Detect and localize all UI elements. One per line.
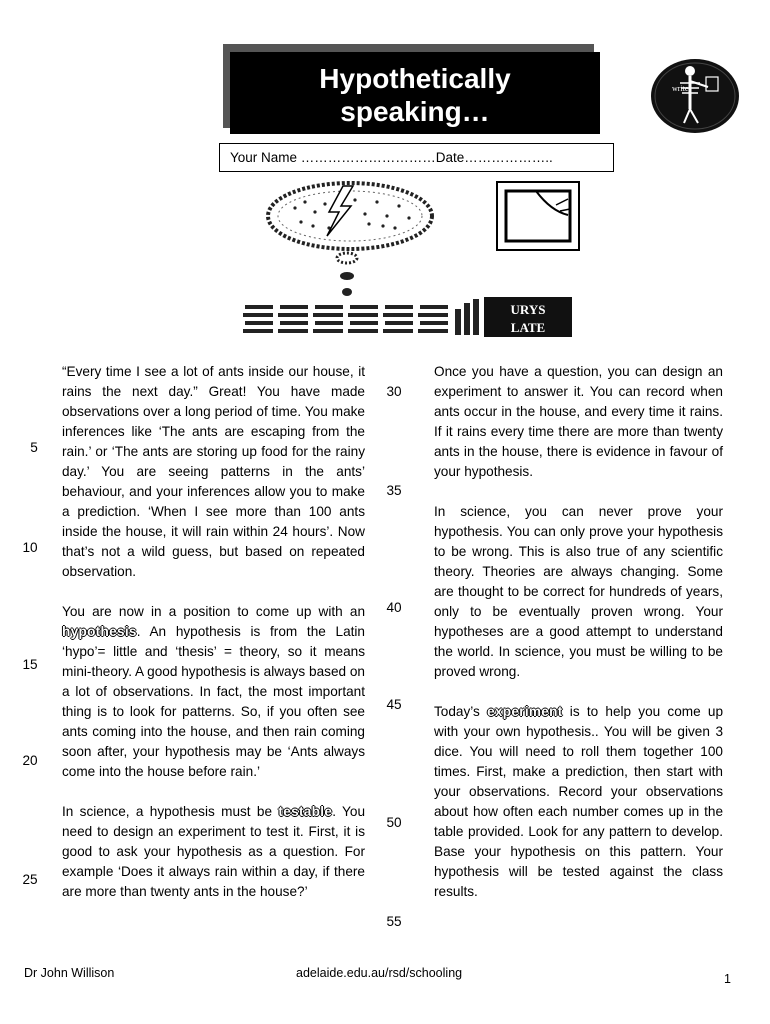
paragraph-never-prove: In science, you can never prove your hypothesis. You can only prove your hypothesis to be wrong. This is also true of any scientific theory. Theories are always changing. Some are thought to be correct for hundreds of years, only to be eventually proven wrong. Your hypotheses are a good attempt to understand the world. In science, you must be willing to be proved wrong. bbox=[434, 504, 723, 679]
thought-bubble-illustration bbox=[265, 178, 440, 303]
line-number: 50 bbox=[386, 815, 402, 830]
line-number: 20 bbox=[22, 753, 38, 768]
page-number: 1 bbox=[724, 972, 731, 986]
logo-letters: write bbox=[672, 84, 689, 93]
paragraph-observations: “Every time I see a lot of ants inside our house, it rains the next day.” Great! You have made observations over a long period of time. You make inferences like ‘The ants are escaping from the rain.’ or ‘The ants are storing up food for the rainy day.’ You are seeing patterns in the ants’ behaviour, and your inferences allow you to make a prediction. ‘When I see more than 100 ants inside the house, it will rain within 24 hours’. Now that’s not a wild guess, but based on repeated observation. bbox=[62, 364, 365, 579]
paragraph-design-experiment: Once you have a question, you can design an experiment to answer it. You can record when ants occur in the house, and every time it rains. If it rains every time there are more than twenty ants in the house, there is evidence in favour of your hypothesis. bbox=[434, 364, 723, 479]
left-column bbox=[62, 362, 365, 902]
window-picture bbox=[496, 181, 580, 251]
paragraph-testable: In science, a hypothesis must be testable. You need to design an experiment to test it. First, it is good to ask your hypothesis as a question. For example ‘Does it always rain within a day, if there are more than twenty ants in the house?’ bbox=[62, 804, 366, 899]
paragraph-todays-experiment: Today’s experiment is to help you come up with your own hypothesis.. You will be given 3 dice. You will need to roll them together 100 times. First, make a prediction, then start with your observations. Record your observations about how often each number comes up in the table provided. Look for any pattern to develop. Base your hypothesis on this pattern. Your hypothesis will be tested against the class results. bbox=[434, 704, 723, 899]
ants-row-illustration bbox=[240, 295, 580, 340]
paragraph-hypothesis: You are now in a position to come up with an hypothesis. An hypothesis is from the Latin ‘hypo’= little and ‘thesis’ = theory, so it means mini-theory. A good hypothesis is always based on a lot of observations. In fact, the most important thing is to look for patterns. So, if you often see ants coming into the house, and then rain coming soon after, your hypothesis may be ‘Ants always come into the house before rain.’ bbox=[62, 604, 365, 779]
sign-line-2: LATE bbox=[510, 320, 546, 335]
footer-author: Dr John Willison bbox=[24, 966, 115, 980]
page-title bbox=[230, 52, 600, 134]
keyword-testable: testable bbox=[278, 804, 333, 819]
line-number: 25 bbox=[22, 872, 38, 887]
line-number: 15 bbox=[22, 657, 38, 672]
name-date-field[interactable] bbox=[219, 143, 614, 172]
line-number: 5 bbox=[30, 440, 38, 455]
keyword-hypothesis: hypothesis bbox=[62, 624, 137, 639]
sign-line-1: URYS bbox=[510, 302, 546, 317]
line-number: 10 bbox=[22, 540, 38, 555]
footer-url: adelaide.edu.au/rsd/schooling bbox=[296, 966, 463, 980]
line-number: 40 bbox=[386, 600, 402, 615]
line-number: 45 bbox=[386, 697, 402, 712]
name-date-label: Your Name …………………………Date……………….. bbox=[230, 150, 553, 165]
keyword-experiment: experiment bbox=[487, 704, 563, 719]
line-number: 30 bbox=[386, 384, 402, 399]
line-number: 35 bbox=[386, 483, 402, 498]
title-line-1: Hypothetically bbox=[319, 63, 511, 94]
line-number: 55 bbox=[386, 914, 402, 929]
right-column bbox=[434, 362, 723, 902]
write-skeleton-logo bbox=[648, 57, 740, 135]
title-line-2: speaking… bbox=[340, 96, 490, 127]
